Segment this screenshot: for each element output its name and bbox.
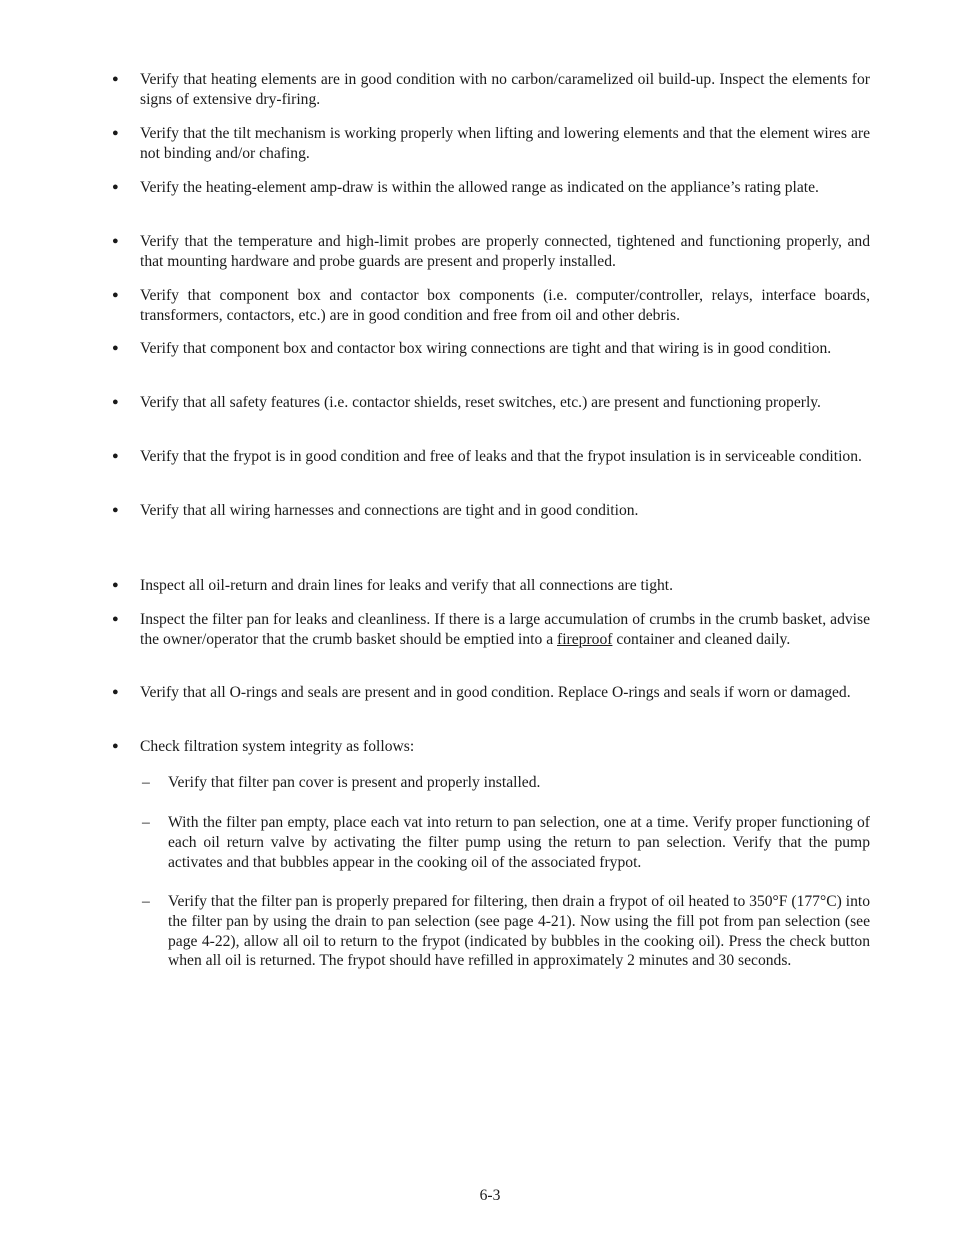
bullet-item-heating-elements [112, 70, 870, 110]
bullet-text: Verify that all wiring harnesses and connections are tight and in good condition. [140, 502, 639, 519]
dash-icon: – [142, 893, 150, 910]
bullet-icon: ● [112, 127, 119, 139]
bullet-icon: ● [112, 73, 119, 85]
bullet-text: Verify that all O-rings and seals are present and in good condition. Replace O-rings and seals if worn or damaged. [140, 684, 851, 701]
bullet-text-part: Inspect the filter pan for leaks and cleanliness. If there is a large accumulation of crumbs in the crumb basket, advise the owner/operator that the crumb basket should be emptied into a [140, 611, 870, 648]
bullet-item-wiring-connections [112, 339, 870, 359]
dash-item-pan-cover [142, 773, 870, 793]
bullet-icon: ● [112, 504, 119, 516]
bullet-icon: ● [112, 686, 119, 698]
bullet-item-probes [112, 232, 870, 272]
bullet-item-o-rings [112, 683, 870, 703]
bullet-text [140, 611, 870, 648]
dash-text: Verify that filter pan cover is present and properly installed. [168, 774, 541, 791]
dash-text: Verify that the filter pan is properly prepared for filtering, then drain a frypot of oil heated to 350°F (177°C) into the filter pan by using the drain to pan selection (see page 4-21). Now using the fill pot from pan selection (see page 4-22), allow all oil to return to the frypot (indicated by bubbles in the cooking oil). Press the check button when all oil is returned. The frypot should have refilled in approximately 2 minutes and 30 seconds. [168, 893, 870, 970]
bullet-icon: ● [112, 181, 119, 193]
bullet-item-frypot [112, 447, 870, 467]
bullet-item-wiring-harnesses [112, 501, 870, 521]
bullet-text: Verify that the temperature and high-limit probes are properly connected, tightened and functioning properly, and that mounting hardware and probe guards are present and properly installed. [140, 233, 870, 270]
dash-icon: – [142, 814, 150, 831]
bullet-icon: ● [112, 289, 119, 301]
bullet-text: Verify that the tilt mechanism is working properly when lifting and lowering elements and that the element wires are not binding and/or chafing. [140, 125, 870, 162]
bullet-text: Check filtration system integrity as follows: [140, 738, 415, 755]
bullet-item-filtration-integrity [112, 737, 870, 757]
bullet-text: Verify that all safety features (i.e. contactor shields, reset switches, etc.) are present and functioning properly. [140, 394, 821, 411]
bullet-text: Verify that component box and contactor box wiring connections are tight and that wiring is in good condition. [140, 340, 832, 357]
bullet-item-safety-features [112, 393, 870, 413]
bullet-icon: ● [112, 342, 119, 354]
dash-icon: – [142, 774, 150, 791]
bullet-text: Verify the heating-element amp-draw is within the allowed range as indicated on the appliance’s rating plate. [140, 179, 819, 196]
page-number: 6-3 [479, 1187, 501, 1204]
bullet-item-amp-draw [112, 178, 870, 198]
bullet-item-tilt-mechanism [112, 124, 870, 164]
bullet-icon: ● [112, 579, 119, 591]
bullet-icon: ● [112, 235, 119, 247]
bullet-icon: ● [112, 740, 119, 752]
bullet-text: Inspect all oil-return and drain lines for leaks and verify that all connections are tight. [140, 577, 674, 594]
bullet-text-part: container and cleaned daily. [612, 630, 791, 648]
bullet-item-oil-return-lines [112, 576, 870, 596]
bullet-icon: ● [112, 613, 119, 625]
bullet-text: Verify that component box and contactor box components (i.e. computer/controller, relays, interface boards, transformers, contactors, etc.) are in good condition and free from oil and other debris. [140, 287, 870, 324]
dash-text: With the filter pan empty, place each vat into return to pan selection, one at a time. Verify proper functioning of each oil return valve by activating the filter pump using the return to pan selection. Verify that the pump activates and that bubbles appear in the cooking oil of the associated frypot. [168, 814, 870, 871]
bullet-item-component-box [112, 286, 870, 326]
bullet-text: Verify that the frypot is in good condition and free of leaks and that the frypot insulation is in serviceable condition. [140, 448, 862, 465]
dash-item-return-valve [142, 813, 870, 872]
dash-item-drain-refill [142, 892, 870, 971]
underlined-word: fireproof [557, 630, 613, 648]
bullet-icon: ● [112, 450, 119, 462]
bullet-item-filter-pan [112, 610, 870, 650]
bullet-icon: ● [112, 396, 119, 408]
bullet-text: Verify that heating elements are in good condition with no carbon/caramelized oil build-up. Inspect the elements for signs of extensive dry-firing. [140, 71, 870, 108]
